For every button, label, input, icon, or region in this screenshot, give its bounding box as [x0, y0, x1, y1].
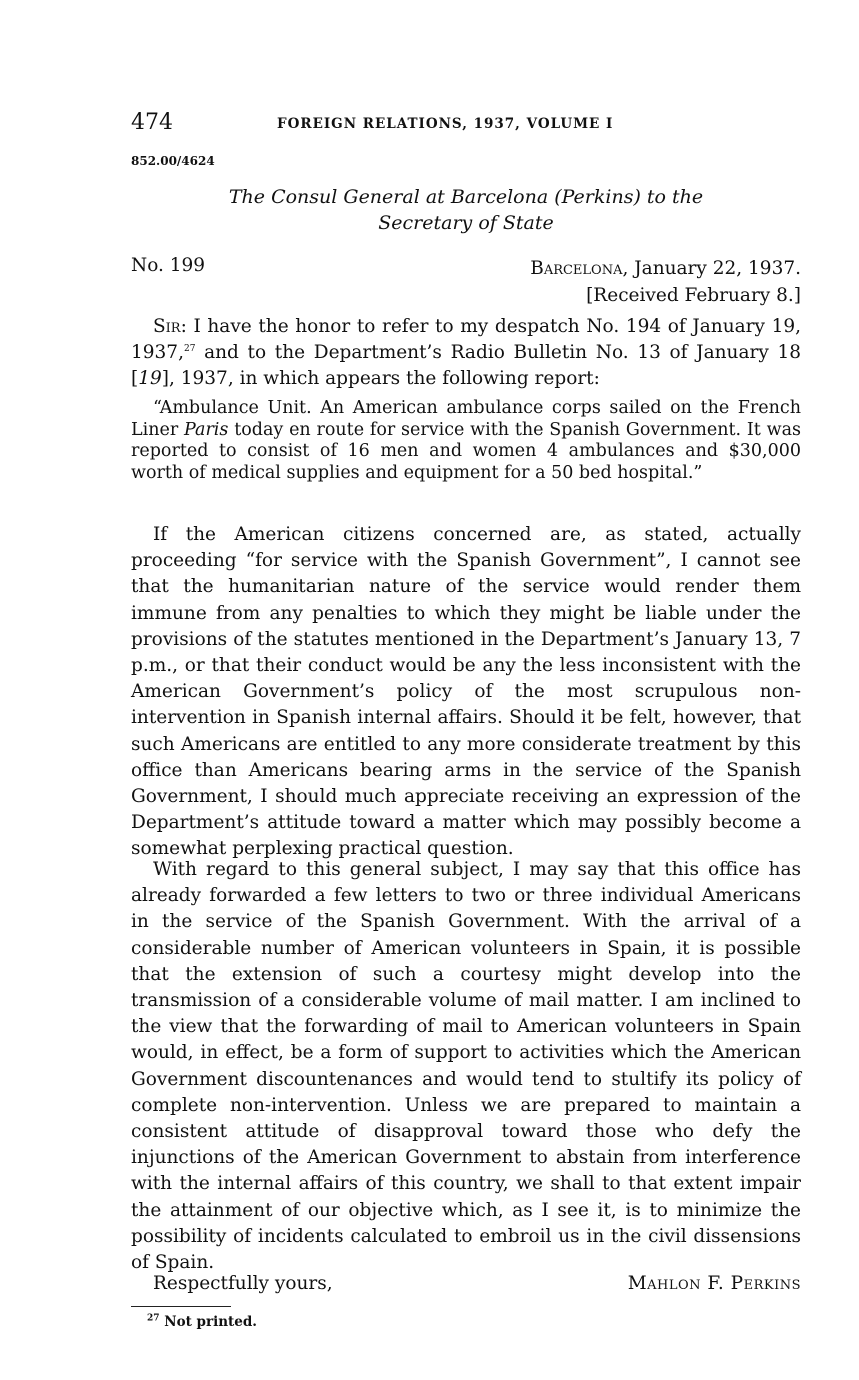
title-line-2: Secretary of State: [378, 212, 554, 234]
valediction: Respectfully yours,: [153, 1273, 333, 1294]
paragraph-1-text-b: and to the Department’s Radio Bulletin No. 13 of January 18 [: [131, 342, 801, 390]
dateline: [530, 255, 801, 309]
page-number: 474: [131, 110, 173, 135]
footnote-marker: 27: [147, 1313, 160, 1324]
quote-text-a: “Ambulance Unit. An American ambulance corps sailed on the French Liner: [131, 398, 801, 440]
title-line-1: The Consul General at Barcelona (Perkins) to the: [228, 186, 704, 208]
paragraph-3: With regard to this general subject, I may say that this office has already forwarded a few letters to two or three individual Americans in the service of the Spanish Government. With the arrival of a considerable number of American volunteers in Spain, it is possible that the extension of such a courtesy might develop into the transmission of a considerable volume of mail matter. I am inclined to the view that the forwarding of mail to American volunteers in Spain would, in effect, be a form of support to activities which the American Government discountenances and would tend to stultify its policy of complete non-intervention. Unless we are prepared to maintain a consistent attitude of disapproval toward those who defy the injunctions of the American Government to abstain from interference with the internal affairs of this country, we shall to that extent impair the attainment of our objective which, as I see it, is to minimize the possibility of incidents calculated to embroil us in the civil dissensions of Spain.: [131, 859, 801, 1274]
paragraph-1-text-a: : I have the honor to refer to my despatch No. 194 of January 19, 1937,: [131, 316, 801, 364]
paragraph-2: If the American citizens concerned are, as stated, actually proceeding “for service with the Spanish Government”, I cannot see that the humanitarian nature of the service would render them immune from any penalties to which they might be liable under the provisions of the statutes mentioned in the Department’s January 13, 7 p.m., or that their conduct would be any the less inconsistent with the American Government’s policy of the most scrupulous non-intervention in Spanish internal affairs. Should it be felt, however, that such Americans are entitled to any more considerate treatment by this office than Americans bearing arms in the service of the Spanish Government, I should much appreciate receiving an expression of the Department’s attitude toward a matter which may possibly become a somewhat perplexing practical question.: [131, 524, 801, 860]
quoted-report: [131, 398, 801, 484]
ship-name: Paris: [184, 419, 229, 440]
footnote-divider: [131, 1306, 231, 1307]
quote-text-b: today en route for service with the Spanish Government. It was reported to consist of 16 men and women 4 ambulances and $30,000 worth of medical supplies and equipment for a 50 bed hospital.”: [131, 419, 801, 483]
paragraph-1-text-c: ], 1937, in which appears the following report:: [161, 368, 600, 390]
bracket-date: 19: [138, 368, 162, 390]
footnote-text: Not printed.: [159, 1314, 257, 1330]
signature-name: Mahlon F. Perkins: [627, 1273, 801, 1294]
footnote: [147, 1314, 257, 1330]
paragraph-1: [131, 314, 801, 393]
salutation: Sir: [153, 316, 181, 337]
despatch-number: No. 199: [131, 255, 206, 276]
dateline-place: Barcelona: [530, 258, 623, 279]
dateline-date: , January 22, 1937.: [622, 258, 801, 279]
file-number: 852.00/4624: [131, 154, 215, 168]
running-head: FOREIGN RELATIONS, 1937, VOLUME I: [277, 116, 614, 132]
received-date: [Received February 8.]: [586, 285, 801, 306]
document-title: [131, 184, 801, 236]
page-header: [131, 110, 801, 140]
footnote-reference: 27: [183, 344, 196, 355]
